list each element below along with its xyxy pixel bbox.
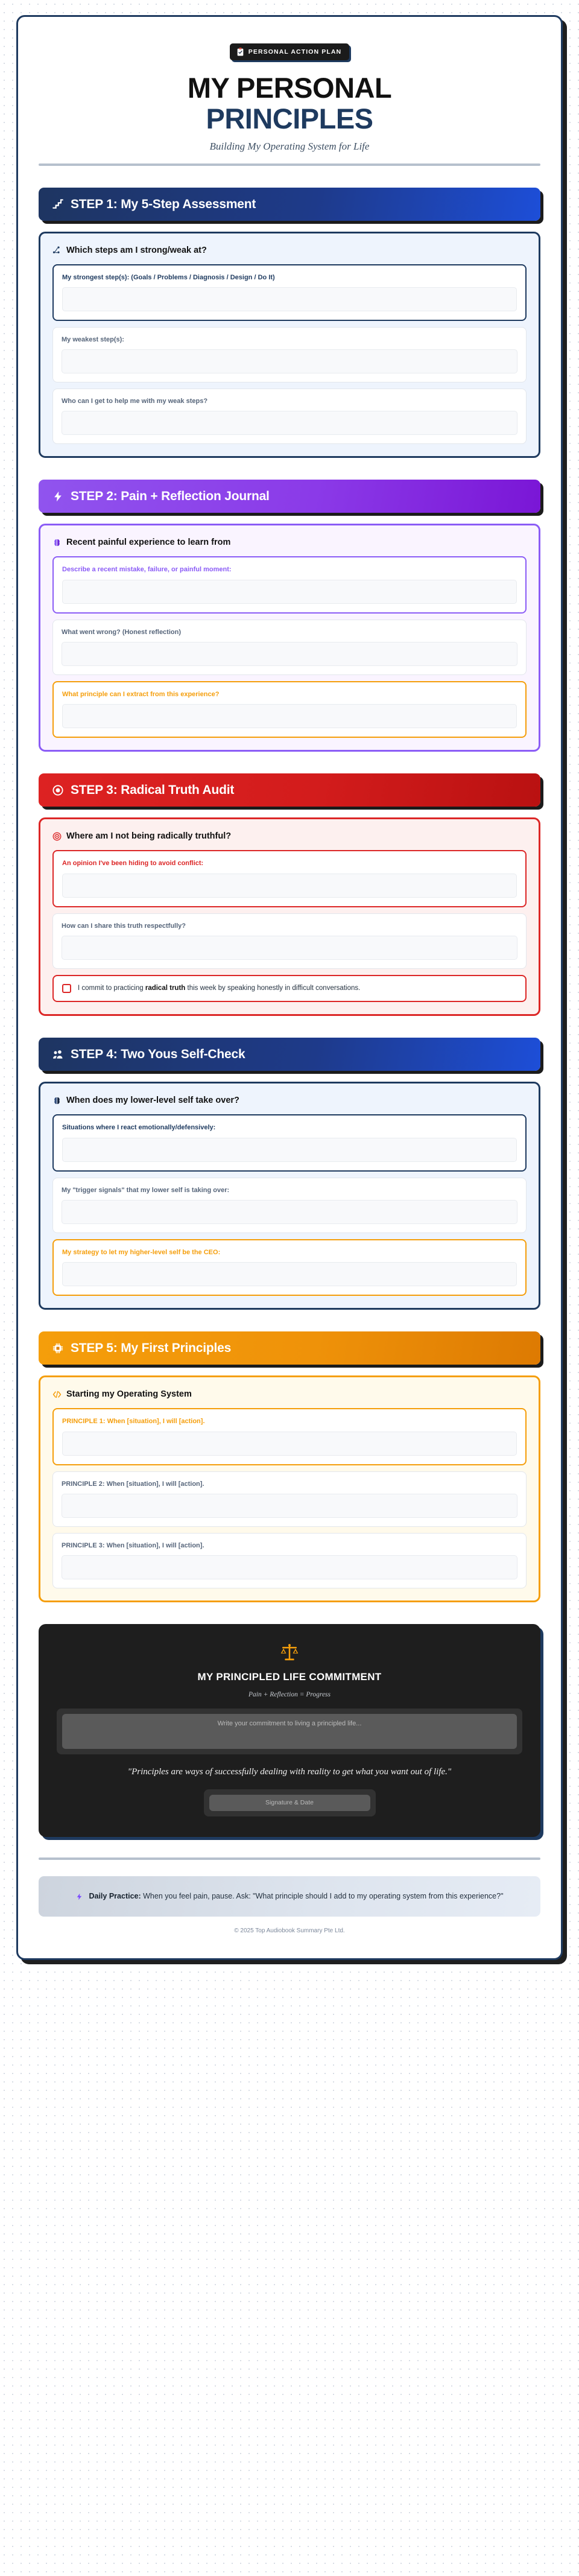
commitment-formula: Pain + Reflection = Progress (248, 1691, 331, 1699)
step-1-title: STEP 1: My 5-Step Assessment (71, 197, 256, 211)
step-2-section (39, 480, 540, 752)
lightning-bolt-icon (52, 490, 64, 503)
step-3-panel (39, 817, 540, 1016)
step-1-header (39, 188, 540, 221)
field-label: Describe a recent mistake, failure, or painful moment: (62, 566, 232, 574)
field-weakest-steps (52, 327, 527, 382)
step-3-panel-title-row (52, 831, 527, 841)
commitment-input-wrapper (57, 1708, 522, 1754)
principle-1-input[interactable] (62, 1432, 517, 1456)
eye-target-icon (52, 784, 64, 796)
weakest-steps-input[interactable] (62, 349, 517, 373)
field-label: Who can I get to help me with my weak steps? (62, 398, 208, 405)
step-3-header (39, 773, 540, 807)
radical-truth-commitment-text: I commit to practicing radical truth this week by speaking honestly in difficult conversations. (78, 984, 361, 992)
microchip-icon (52, 1342, 64, 1354)
painful-moment-input[interactable] (62, 580, 517, 604)
help-weak-steps-input[interactable] (62, 411, 517, 435)
ceo-strategy-input[interactable] (62, 1262, 517, 1286)
field-principle-1 (52, 1408, 527, 1465)
step-2-panel-title: Recent painful experience to learn from (66, 538, 231, 548)
sitemap-icon (52, 246, 62, 255)
field-label: My weakest step(s): (62, 335, 124, 343)
field-principle-2 (52, 1471, 527, 1527)
badge-label: PERSONAL ACTION PLAN (248, 48, 342, 56)
step-5-header (39, 1331, 540, 1365)
strongest-steps-input[interactable] (62, 287, 517, 311)
step-2-panel-title-row (52, 538, 527, 547)
field-label: PRINCIPLE 1: When [situation], I will [action]. (62, 1418, 205, 1426)
step-5-panel (39, 1375, 540, 1602)
two-users-icon (52, 1048, 64, 1061)
step-1-panel-title: Which steps am I strong/weak at? (66, 245, 207, 255)
brain-icon (52, 538, 62, 547)
commitment-title: MY PRINCIPLED LIFE COMMITMENT (197, 1671, 382, 1683)
what-went-wrong-input[interactable] (62, 642, 517, 666)
lightning-bolt-icon (75, 1892, 83, 1902)
step-5-panel-title: Starting my Operating System (66, 1389, 192, 1400)
step-4-header (39, 1038, 540, 1071)
step-4-panel-title: When does my lower-level self take over? (66, 1096, 239, 1106)
field-label: An opinion I've been hiding to avoid conflict: (62, 860, 204, 868)
scales-of-justice-icon (279, 1642, 300, 1663)
step-1-panel (39, 232, 540, 458)
step-2-header (39, 480, 540, 513)
step-4-title: STEP 4: Two Yous Self-Check (71, 1047, 245, 1062)
emotional-situations-input[interactable] (62, 1138, 517, 1162)
page-footer (39, 1857, 540, 1934)
field-strongest-steps (52, 264, 527, 321)
page-title-line2: PRINCIPLES (206, 102, 373, 135)
field-what-went-wrong (52, 620, 527, 675)
daily-practice-banner (39, 1876, 540, 1917)
principle-3-input[interactable] (62, 1555, 517, 1579)
field-share-truth (52, 913, 527, 969)
field-extracted-principle (52, 681, 527, 738)
step-5-section (39, 1331, 540, 1602)
field-label: PRINCIPLE 3: When [situation], I will [action]. (62, 1541, 204, 1549)
page-title-line1: MY PERSONAL (187, 72, 392, 104)
field-emotional-situations (52, 1114, 527, 1171)
clipboard-check-icon (236, 48, 244, 56)
field-label: My strongest step(s): (Goals / Problems / Diagnosis / Design / Do It) (62, 273, 275, 281)
field-label: PRINCIPLE 2: When [situation], I will [action]. (62, 1480, 204, 1488)
step-2-title: STEP 2: Pain + Reflection Journal (71, 489, 270, 504)
field-label: What principle can I extract from this experience? (62, 690, 220, 698)
step-4-panel (39, 1082, 540, 1310)
step-5-title: STEP 5: My First Principles (71, 1341, 232, 1356)
daily-practice-text: Daily Practice: When you feel pain, pause. Ask: "What principle should I add to my operating system from this experience?" (89, 1891, 504, 1900)
step-1-panel-title-row (52, 246, 527, 255)
page-tagline: Building My Operating System for Life (209, 140, 370, 152)
field-trigger-signals (52, 1178, 527, 1233)
header-divider (39, 163, 540, 166)
field-label: Situations where I react emotionally/defensively: (62, 1124, 216, 1132)
step-3-panel-title: Where am I not being radically truthful? (66, 831, 232, 842)
brain-icon (52, 1096, 62, 1105)
trigger-signals-input[interactable] (62, 1200, 517, 1224)
field-painful-moment (52, 556, 527, 613)
radical-truth-checkbox[interactable] (62, 984, 71, 993)
step-2-panel (39, 524, 540, 752)
field-label: My "trigger signals" that my lower self is taking over: (62, 1186, 230, 1194)
step-4-panel-title-row (52, 1096, 527, 1105)
field-label: How can I share this truth respectfully? (62, 922, 186, 930)
step-5-panel-title-row (52, 1389, 527, 1399)
commitment-quote: "Principles are ways of successfully dealing with reality to get what you want out of life." (127, 1767, 452, 1777)
step-4-section (39, 1038, 540, 1310)
extracted-principle-input[interactable] (62, 704, 517, 728)
field-ceo-strategy (52, 1239, 527, 1296)
share-truth-input[interactable] (62, 936, 517, 960)
field-help-weak-steps (52, 389, 527, 444)
commitment-textarea[interactable]: Write your commitment to living a principled life... (62, 1714, 517, 1749)
field-label: My strategy to let my higher-level self be the CEO: (62, 1248, 221, 1256)
radical-truth-commitment-row[interactable] (52, 975, 527, 1003)
hidden-opinion-input[interactable] (62, 874, 517, 898)
signature-date-input[interactable]: Signature & Date (209, 1795, 370, 1811)
principle-2-input[interactable] (62, 1494, 517, 1518)
worksheet-sheet (16, 15, 563, 1960)
step-3-section (39, 773, 540, 1016)
principled-life-commitment-card (39, 1624, 540, 1837)
field-label: What went wrong? (Honest reflection) (62, 628, 181, 636)
stairs-icon (52, 198, 64, 210)
field-principle-3 (52, 1533, 527, 1588)
bullseye-icon (52, 832, 62, 841)
code-brackets-icon (52, 1390, 62, 1399)
copyright-text: © 2025 Top Audiobook Summary Pte Ltd. (234, 1927, 345, 1935)
footer-divider (39, 1857, 540, 1860)
step-1-section (39, 188, 540, 458)
field-hidden-opinion (52, 850, 527, 907)
step-3-title: STEP 3: Radical Truth Audit (71, 783, 235, 798)
personal-action-plan-badge (230, 43, 349, 60)
signature-wrapper (204, 1789, 376, 1816)
page-header (39, 37, 540, 166)
